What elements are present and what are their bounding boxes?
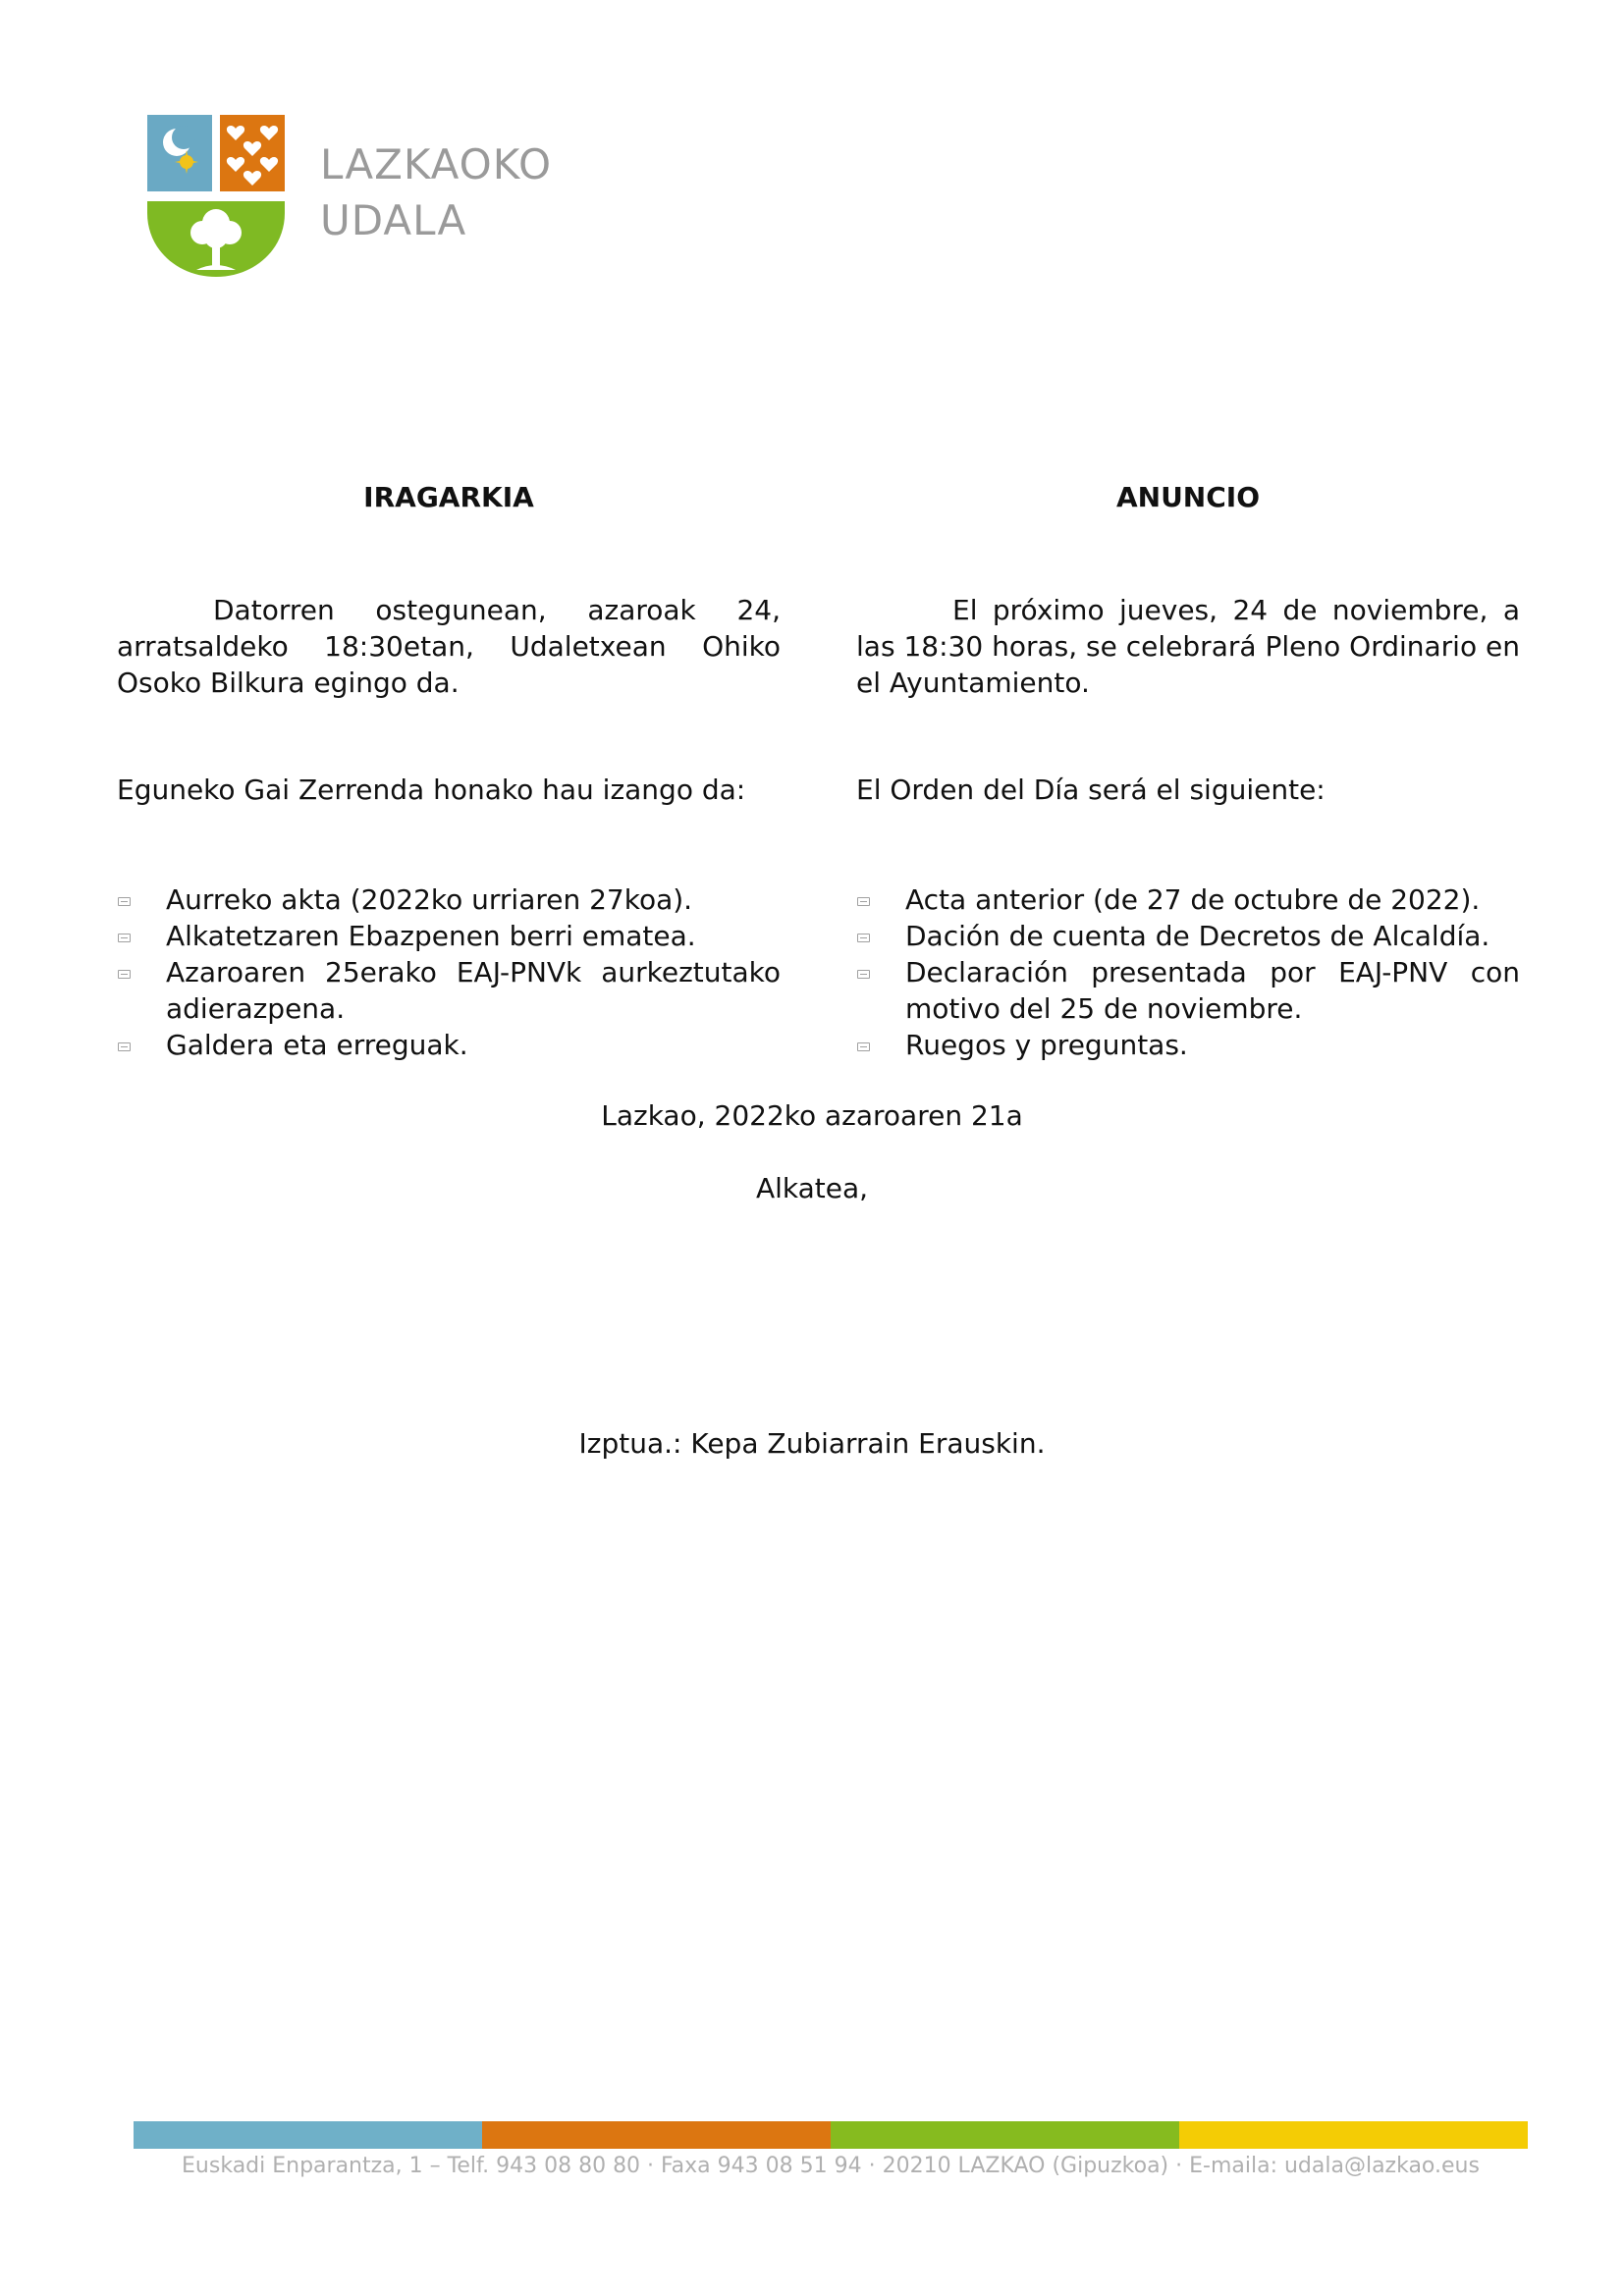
lazkao-logo <box>147 115 569 282</box>
logo-wordmark <box>320 136 552 248</box>
basque-agenda-list <box>117 881 781 1063</box>
basque-column <box>117 479 781 1061</box>
bullet-icon <box>857 970 870 979</box>
list-item: Azaroaren 25erako EAJ-PNVk aurkeztutako adierazpena. <box>117 954 781 1027</box>
footer-contact: Euskadi Enparantza, 1 – Telf. 943 08 80 80 · Faxa 943 08 51 94 · 20210 LAZKAO (Gipuzkoa) · E-maila: udala@lazkao.eus <box>182 2154 1480 2178</box>
footer-color-bar <box>134 2121 1528 2149</box>
spanish-column <box>856 479 1520 1061</box>
list-item: Acta anterior (de 27 de octubre de 2022). <box>856 881 1520 918</box>
bullet-icon <box>857 1042 870 1051</box>
list-item: Declaración presentada por EAJ-PNV con motivo del 25 de noviembre. <box>856 954 1520 1027</box>
spanish-order-heading: El Orden del Día será el siguiente: <box>856 774 1326 806</box>
bullet-icon <box>118 1042 131 1051</box>
spanish-title: ANUNCIO <box>1115 481 1261 513</box>
list-item: Alkatetzaren Ebazpenen berri ematea. <box>117 918 781 954</box>
place-date: Lazkao, 2022ko azaroaren 21a <box>601 1099 1023 1132</box>
bullet-icon <box>857 897 870 906</box>
bullet-icon <box>857 934 870 942</box>
footer-bar-yellow <box>1179 2121 1528 2149</box>
list-item: Ruegos y preguntas. <box>856 1027 1520 1063</box>
signatory-role: Alkatea, <box>755 1172 869 1204</box>
list-item: Galdera eta erreguak. <box>117 1027 781 1063</box>
bullet-icon <box>118 897 131 906</box>
coat-of-arms-icon <box>147 115 285 277</box>
spanish-intro: El próximo jueves, 24 de noviembre, a las 18:30 horas, se celebrará Pleno Ordinario en el Ayuntamiento. <box>856 594 1520 699</box>
list-item: Dación de cuenta de Decretos de Alcaldía. <box>856 918 1520 954</box>
logo-line-2: UDALA <box>320 196 467 244</box>
footer-bar-green <box>831 2121 1179 2149</box>
basque-title: IRAGARKIA <box>363 481 534 513</box>
basque-intro: Datorren ostegunean, azaroak 24, arratsaldeko 18:30etan, Udaletxean Ohiko Osoko Bilkura egingo da. <box>117 594 781 699</box>
bullet-icon <box>118 934 131 942</box>
signature-line: Izptua.: Kepa Zubiarrain Erauskin. <box>578 1427 1046 1460</box>
basque-order-heading: Eguneko Gai Zerrenda honako hau izango da: <box>117 774 746 806</box>
footer-bar-blue <box>134 2121 482 2149</box>
bullet-icon <box>118 970 131 979</box>
logo-line-1: LAZKAOKO <box>320 140 553 188</box>
list-item: Aurreko akta (2022ko urriaren 27koa). <box>117 881 781 918</box>
spanish-agenda-list <box>856 881 1520 1063</box>
footer-bar-orange <box>482 2121 831 2149</box>
